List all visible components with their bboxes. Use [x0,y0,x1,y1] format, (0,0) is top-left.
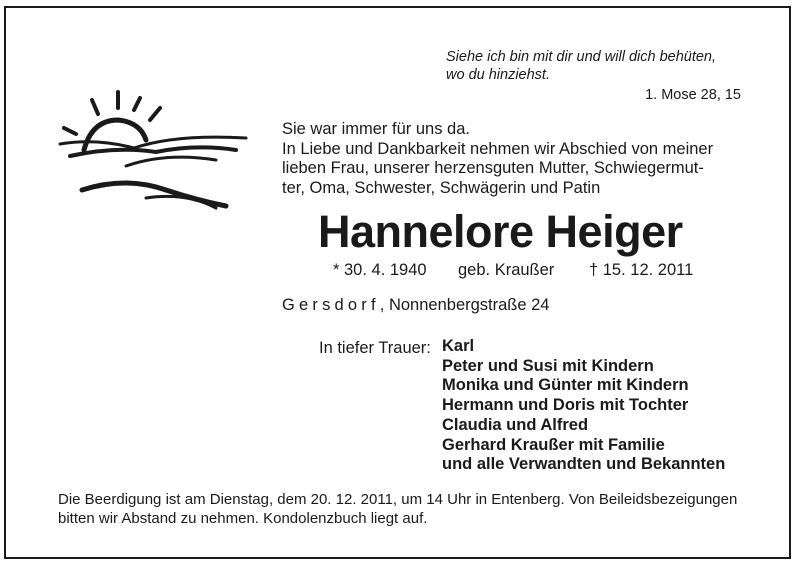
mourner-name: Gerhard Kraußer mit Familie [442,435,665,454]
mourners-list [442,337,725,475]
maiden-name: geb. Kraußer [458,261,555,279]
quote-line: Siehe ich bin mit dir und will dich behüten, [446,49,717,65]
sunset-over-water-icon [56,90,252,220]
obituary-card [4,6,791,559]
mourner-name: Karl [442,337,475,355]
intro-line: ter, Oma, Schwester, Schwägerin und Patin [282,178,601,197]
quote-reference: 1. Mose 28, 15 [645,87,741,103]
mourner-name: Monika und Günter mit Kindern [442,376,689,395]
address-street: , Nonnenbergstraße 24 [379,296,550,314]
birth-date: * 30. 4. 1940 [333,261,427,279]
mourners-label: In tiefer Trauer: [319,339,431,357]
mourner-name: Claudia und Alfred [442,415,589,434]
mourner-name: Peter und Susi mit Kindern [442,356,654,375]
intro-line: lieben Frau, unserer herzensguten Mutter, Schwiegermut- [282,159,704,177]
mourner-name: Hermann und Doris mit Tochter [442,396,689,415]
deceased-name: Hannelore Heiger [318,206,683,257]
bible-quote [446,48,746,84]
address [282,296,550,315]
address-town: Gersdorf [282,296,380,314]
mourner-name: und alle Verwandten und Bekannten [442,455,726,474]
funeral-info: Die Beerdigung ist am Dienstag, dem 20. 12. 2011, um 14 Uhr in Entenberg. Von Beileidsbezeigungen bitten wir Abstand zu nehmen. Kondolenzbuch liegt auf. [58,491,738,527]
intro-text [282,120,713,198]
death-date: † 15. 12. 2011 [589,261,694,279]
intro-line: In Liebe und Dankbarkeit nehmen wir Abschied von meiner [282,139,714,158]
quote-line: wo du hinziehst. [446,67,550,83]
intro-line: Sie war immer für uns da. [282,120,470,138]
